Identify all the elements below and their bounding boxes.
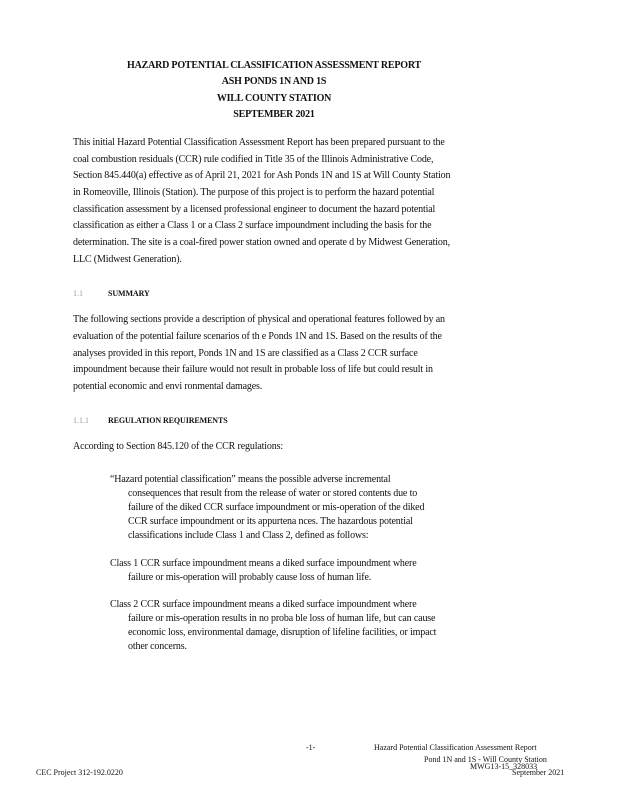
footer-date: September 2021 <box>512 768 565 777</box>
definition-line: “Hazard potential classification” means the possible adverse incremental <box>110 474 391 485</box>
summary-line: analyses provided in this report, Ponds 1N and 1S are classified as a Class 2 CCR surface <box>73 348 418 359</box>
definition-line: other concerns. <box>128 641 187 652</box>
summary-line: The following sections provide a description of physical and operational features followed by an <box>73 314 445 325</box>
intro-line: in Romeoville, Illinois (Station). The purpose of this project is to perform the hazard potential <box>73 187 435 198</box>
definition-line: Class 2 CCR surface impoundment means a diked surface impoundment where <box>110 599 417 610</box>
footer-report-subtitle: Pond 1N and 1S - Will County Station <box>424 755 547 764</box>
intro-line: determination. The site is a coal-fired power station owned and operate d by Midwest Generation, <box>73 237 450 248</box>
regulation-intro: According to Section 845.120 of the CCR regulations: <box>73 441 283 452</box>
footer-page-number: -1- <box>306 743 316 752</box>
definition-line: CCR surface impoundment or its appurtena nces. The hazardous potential <box>128 516 413 527</box>
footer-report-title: Hazard Potential Classification Assessment Report <box>374 743 537 752</box>
intro-line: This initial Hazard Potential Classification Assessment Report has been prepared pursuant to the <box>73 137 445 148</box>
summary-line: impoundment because their failure would not result in probable loss of life but could result in <box>73 364 433 375</box>
definition-line: classifications include Class 1 and Class 2, defined as follows: <box>128 530 369 541</box>
summary-line: potential economic and envi ronmental damages. <box>73 381 263 392</box>
summary-line: evaluation of the potential failure scenarios of th e Ponds 1N and 1S. Based on the results of the <box>73 331 442 342</box>
definition-line: failure or mis-operation results in no proba ble loss of human life, but can cause <box>128 613 436 624</box>
intro-line: LLC (Midwest Generation). <box>73 254 182 265</box>
intro-line: Section 845.440(a) effective as of April 21, 2021 for Ash Ponds 1N and 1S at Will County Station <box>73 170 451 181</box>
definition-line: Class 1 CCR surface impoundment means a diked surface impoundment where <box>110 558 417 569</box>
summary-heading: SUMMARY <box>108 289 150 298</box>
summary-section-number: 1.1 <box>73 289 83 298</box>
regulation-heading: REGULATION REQUIREMENTS <box>108 416 228 425</box>
intro-line: classification assessment by a licensed professional engineer to document the hazard potential <box>73 204 436 215</box>
report-title-line-2: ASH PONDS 1N AND 1S <box>221 76 327 87</box>
footer-document-id: MWG13-15_328033 <box>470 762 538 771</box>
report-title-line-1: HAZARD POTENTIAL CLASSIFICATION ASSESSMENT REPORT <box>127 60 421 71</box>
report-title-line-4: SEPTEMBER 2021 <box>233 109 315 120</box>
intro-line: coal combustion residuals (CCR) rule codified in Title 35 of the Illinois Administrative Code, <box>73 154 434 165</box>
definition-line: consequences that result from the release of water or stored contents due to <box>128 488 418 499</box>
definition-line: economic loss, environmental damage, disruption of lifeline facilities, or impact <box>128 627 437 638</box>
definition-line: failure of the diked CCR surface impoundment or mis-operation of the diked <box>128 502 425 513</box>
regulation-section-number: 1.1.1 <box>73 416 89 425</box>
footer-project-number: CEC Project 312-192.0220 <box>36 768 123 777</box>
definition-line: failure or mis-operation will probably cause loss of human life. <box>128 572 372 583</box>
intro-line: classification as either a Class 1 or a Class 2 surface impoundment including the basis for the <box>73 220 432 231</box>
report-title-line-3: WILL COUNTY STATION <box>216 93 332 104</box>
